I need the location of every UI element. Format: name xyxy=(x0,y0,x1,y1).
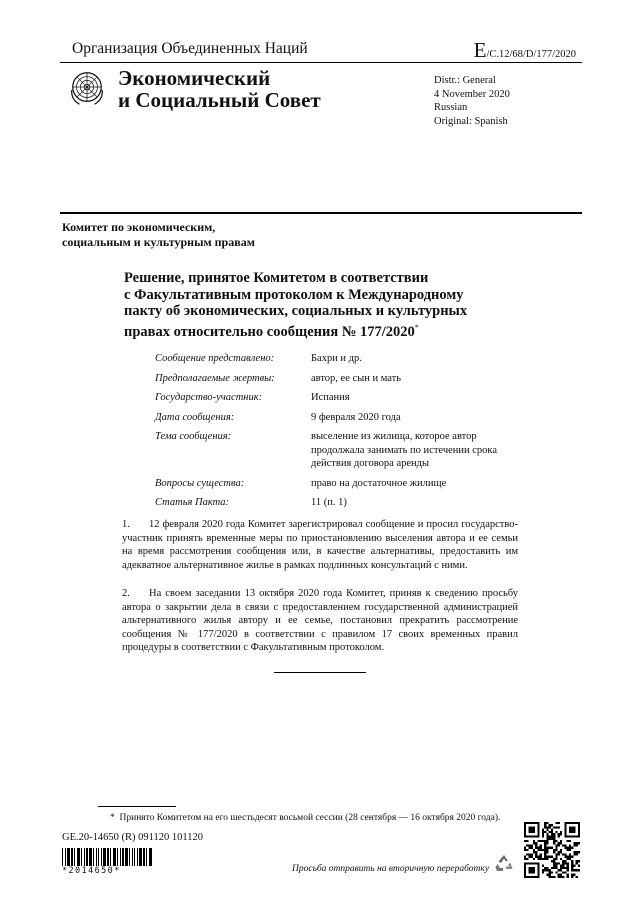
meta-value: автор, ее сын и мать xyxy=(311,372,402,384)
council-name-line2: и Социальный Совет xyxy=(118,88,321,112)
symbol-prefix: E xyxy=(473,38,487,62)
footnote-mark: * xyxy=(110,813,115,823)
paragraph-text: На своем заседании 13 октября 2020 года Комитет, приняв к сведению просьбу автора о закрытии дела в связи с предоставлением государственной администрацией альтернативного жилья автору и ее семье, постановил прекратить рассмотрение сообщения № 177/2020 в соответствии с правилом 17 своих временных правил процедуры в соответствии с Факультативным протоколом. xyxy=(122,588,518,653)
meta-key: Предполагаемые жертвы: xyxy=(155,372,275,384)
meta-value: Испания xyxy=(311,392,350,403)
committee-line2: социальным и культурным правам xyxy=(62,235,255,249)
footnote-rule xyxy=(98,806,176,807)
end-rule xyxy=(274,672,366,673)
issue-date: 4 November 2020 xyxy=(434,88,510,100)
paragraph-number: 1. xyxy=(122,519,130,530)
committee-line1: Комитет по экономическим, xyxy=(62,220,216,234)
council-name xyxy=(118,67,321,111)
meta-value: право на достаточное жилище xyxy=(311,477,447,489)
meta-row xyxy=(155,352,525,366)
meta-key: Тема сообщения: xyxy=(155,431,232,442)
meta-row xyxy=(155,430,525,471)
meta-row xyxy=(155,372,525,386)
title-line1: Решение, принятое Комитетом в соответствии xyxy=(124,270,429,286)
meta-row xyxy=(155,496,525,510)
paragraph-2 xyxy=(122,587,518,655)
un-emblem-icon xyxy=(68,69,106,107)
meta-row xyxy=(155,477,525,491)
meta-key: Сообщение представлено: xyxy=(155,353,275,364)
meta-key: Вопросы существа: xyxy=(155,477,245,489)
paragraph-number: 2. xyxy=(122,588,130,599)
title-line2: с Факультативным протоколом к Международному xyxy=(124,286,464,303)
meta-value: 9 февраля 2020 года xyxy=(311,411,401,423)
meta-key: Дата сообщения: xyxy=(155,411,235,423)
document-symbol xyxy=(474,38,576,63)
footnote-text: Принято Комитетом на его шестьдесят восьмой сессии (28 сентября — 16 октября 2020 года). xyxy=(119,813,501,823)
meta-value: 11 (п. 1) xyxy=(311,497,347,508)
symbol-number: /C.12/68/D/177/2020 xyxy=(486,49,576,60)
organization-name: Организация Объединенных Наций xyxy=(72,40,308,57)
qr-code-icon xyxy=(524,822,580,878)
footnote xyxy=(110,813,500,823)
meta-row xyxy=(155,411,525,425)
communication-metadata xyxy=(155,352,525,516)
distribution: Distr.: General xyxy=(434,75,496,86)
language: Russian xyxy=(434,102,468,113)
distribution-block xyxy=(434,74,510,128)
committee-name xyxy=(62,220,255,250)
council-name-line1: Экономический xyxy=(118,66,271,90)
title-line4: правах относительно сообщения № 177/2020 xyxy=(124,323,415,340)
meta-key: Статья Пакта: xyxy=(155,497,230,508)
meta-value: Бахри и др. xyxy=(311,353,362,364)
barcode-number: *2014650* xyxy=(62,866,121,876)
original-language: Original: Spanish xyxy=(434,115,508,127)
decision-title xyxy=(124,270,524,340)
recycle-note: Просьба отправить на вторичную переработку xyxy=(292,864,490,874)
meta-key: Государство-участник: xyxy=(155,392,263,403)
header-rule xyxy=(60,62,582,63)
paragraph-text: 12 февраля 2020 года Комитет зарегистрировал сообщение и просил государство-участник принять временные меры по приостановлению выселения автора и ее семьи на время рассмотрения сообщения или, в качестве альтернативы, предоставить им адекватное альтернативное жилье в рамках подлинных консультаций с ними. xyxy=(122,519,518,571)
section-rule xyxy=(60,212,582,214)
title-line3: пакту об экономических, социальных и культурных xyxy=(124,303,468,319)
meta-value: выселение из жилища, которое автор продолжала занимать по истечении срока действия договора аренды xyxy=(311,431,498,469)
paragraph-1 xyxy=(122,518,518,572)
barcode-icon xyxy=(62,848,152,866)
job-number: GE.20-14650 (R) 091120 101120 xyxy=(62,832,203,843)
recycle-icon xyxy=(494,853,514,873)
title-footnote-mark: * xyxy=(414,322,419,332)
meta-row xyxy=(155,391,525,405)
